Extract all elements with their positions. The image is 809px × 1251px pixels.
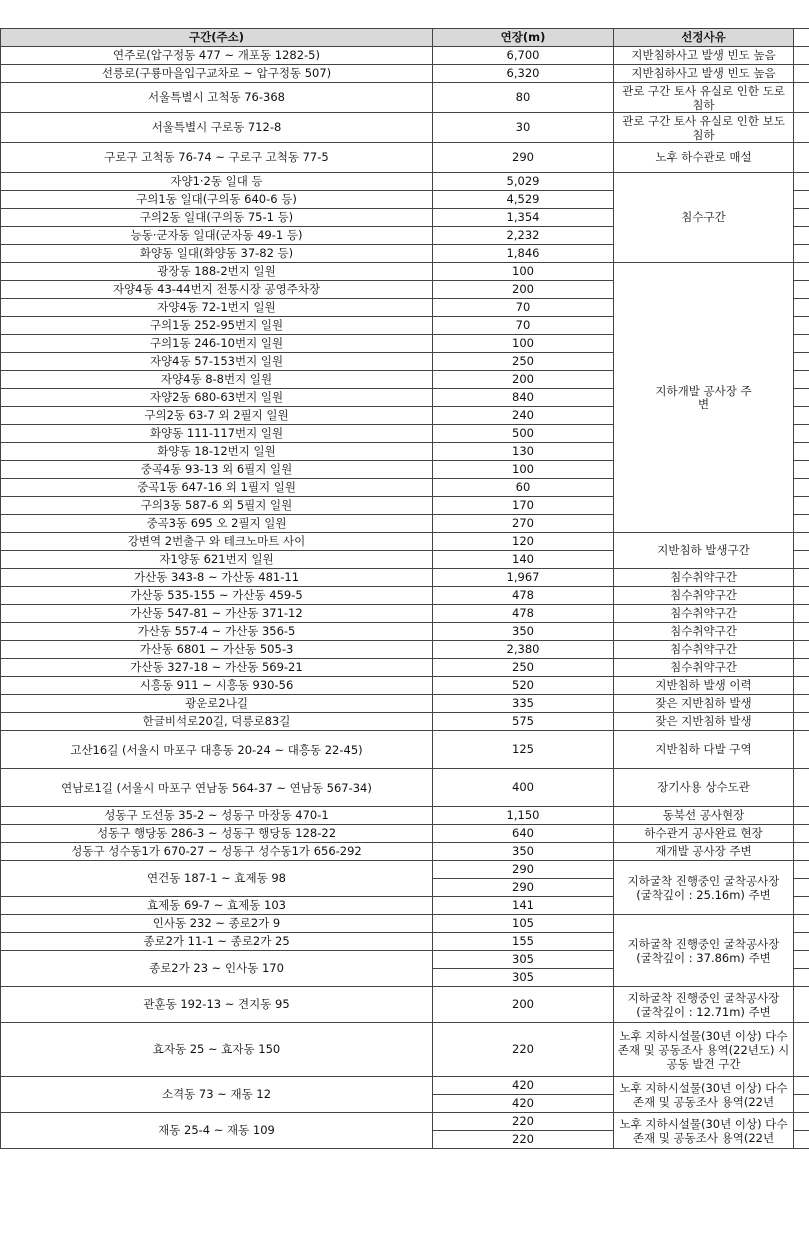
edge-cell [794,47,809,65]
table-row [1,143,809,173]
section-cell: 가산동 327-18 ~ 가산동 569-21 [1,659,433,677]
edge-cell [794,551,809,569]
section-cell: 구의2동 일대(구의동 75-1 등) [1,209,433,227]
edge-cell [794,695,809,713]
length-cell: 420 [433,1095,614,1113]
length-cell: 350 [433,843,614,861]
section-cell: 서울특별시 고척동 76-368 [1,83,433,113]
section-cell: 재동 25-4 ~ 재동 109 [1,1113,433,1149]
edge-cell [794,143,809,173]
length-cell: 6,700 [433,47,614,65]
edge-cell [794,807,809,825]
edge-cell [794,83,809,113]
table-row [1,695,809,713]
edge-cell [794,897,809,915]
edge-cell [794,915,809,933]
length-cell: 130 [433,443,614,461]
length-cell: 4,529 [433,191,614,209]
reason-cell: 침수구간 [614,173,794,263]
section-cell: 한글비석로20길, 덕릉로83길 [1,713,433,731]
reason-cell: 침수취약구간 [614,623,794,641]
length-cell: 5,029 [433,173,614,191]
edge-cell [794,1023,809,1077]
table-row [1,1077,809,1095]
section-cell: 자양4동 43-44번지 전통시장 공영주차장 [1,281,433,299]
reason-cell: 지하굴착 진행중인 굴착공사장 (굴착깊이 : 12.71m) 주변 [614,987,794,1023]
edge-cell [794,731,809,769]
reason-cell: 재개발 공사장 주변 [614,843,794,861]
section-cell: 가산동 557-4 ~ 가산동 356-5 [1,623,433,641]
edge-cell [794,317,809,335]
edge-cell [794,713,809,731]
edge-cell [794,1077,809,1095]
section-cell: 선릉로(구룡마을입구교차로 ~ 압구정동 507) [1,65,433,83]
length-cell: 220 [433,1113,614,1131]
reason-cell: 관로 구간 토사 유실로 인한 도로 침하 [614,83,794,113]
reason-cell: 노후 지하시설물(30년 이상) 다수 존재 및 공동조사 용역(22년 [614,1077,794,1113]
section-cell: 서울특별시 구로동 712-8 [1,113,433,143]
length-cell: 141 [433,897,614,915]
header-length: 연장(m) [433,29,614,47]
edge-cell [794,969,809,987]
table-row [1,677,809,695]
section-cell: 중곡3동 695 오 2필지 일원 [1,515,433,533]
edge-cell [794,461,809,479]
table-row [1,587,809,605]
table-row [1,915,809,933]
table-row [1,843,809,861]
length-cell: 80 [433,83,614,113]
length-cell: 220 [433,1023,614,1077]
length-cell: 100 [433,461,614,479]
length-cell: 240 [433,407,614,425]
edge-cell [794,843,809,861]
section-cell: 구로구 고척동 76-74 ~ 구로구 고척동 77-5 [1,143,433,173]
reason-cell: 지반침하사고 발생 빈도 높음 [614,65,794,83]
table-row [1,569,809,587]
length-cell: 125 [433,731,614,769]
section-cell: 소격동 73 ~ 재동 12 [1,1077,433,1113]
reason-cell: 지하개발 공사장 주변 [614,263,794,533]
length-cell: 840 [433,389,614,407]
table-row [1,825,809,843]
section-cell: 연건동 187-1 ~ 효제동 98 [1,861,433,897]
length-cell: 200 [433,987,614,1023]
edge-cell [794,407,809,425]
section-cell: 성동구 성수동1가 670-27 ~ 성동구 성수동1가 656-292 [1,843,433,861]
edge-cell [794,933,809,951]
section-cell: 구의2동 63-7 외 2필지 일원 [1,407,433,425]
length-cell: 290 [433,861,614,879]
reason-cell: 노후 지하시설물(30년 이상) 다수 존재 및 공동조사 용역(22년도) 시 공동 발견 구간 [614,1023,794,1077]
edge-cell [794,425,809,443]
table-row [1,83,809,113]
length-cell: 305 [433,951,614,969]
section-cell: 효자동 25 ~ 효자동 150 [1,1023,433,1077]
length-cell: 120 [433,533,614,551]
reason-cell: 동북선 공사현장 [614,807,794,825]
edge-cell [794,605,809,623]
edge-cell [794,65,809,83]
section-cell: 연주로(압구정동 477 ~ 개포동 1282-5) [1,47,433,65]
length-cell: 200 [433,371,614,389]
length-cell: 500 [433,425,614,443]
section-cell: 종로2가 11-1 ~ 종로2가 25 [1,933,433,951]
table-row [1,659,809,677]
edge-cell [794,659,809,677]
edge-cell [794,587,809,605]
table-row [1,65,809,83]
length-cell: 250 [433,659,614,677]
edge-cell [794,173,809,191]
length-cell: 200 [433,281,614,299]
section-cell: 구의1동 246-10번지 일원 [1,335,433,353]
length-cell: 70 [433,317,614,335]
reason-cell: 침수취약구간 [614,569,794,587]
length-cell: 140 [433,551,614,569]
section-cell: 성동구 도선동 35-2 ~ 성동구 마장동 470-1 [1,807,433,825]
section-cell: 구의1동 일대(구의동 640-6 등) [1,191,433,209]
length-cell: 155 [433,933,614,951]
section-cell: 자양4동 57-153번지 일원 [1,353,433,371]
section-cell: 강변역 2번출구 와 테크노마트 사이 [1,533,433,551]
length-cell: 30 [433,113,614,143]
section-cell: 구의1동 252-95번지 일원 [1,317,433,335]
header-reason: 선정사유 [614,29,794,47]
length-cell: 100 [433,263,614,281]
section-cell: 연남로1길 (서울시 마포구 연남동 564-37 ~ 연남동 567-34) [1,769,433,807]
length-cell: 1,150 [433,807,614,825]
reason-cell: 지반침하사고 발생 빈도 높음 [614,47,794,65]
edge-cell [794,861,809,879]
section-cell: 효제동 69-7 ~ 효제동 103 [1,897,433,915]
table-row [1,769,809,807]
header-row [1,29,809,47]
edge-cell [794,113,809,143]
table-row [1,113,809,143]
edge-cell [794,497,809,515]
length-cell: 350 [433,623,614,641]
table-row [1,47,809,65]
edge-cell [794,533,809,551]
reason-cell: 노후 하수관로 매설 [614,143,794,173]
section-cell: 종로2가 23 ~ 인사동 170 [1,951,433,987]
edge-cell [794,1113,809,1131]
table-row [1,173,809,191]
section-cell: 가산동 6801 ~ 가산동 505-3 [1,641,433,659]
section-cell: 성동구 행당동 286-3 ~ 성동구 행당동 128-22 [1,825,433,843]
length-cell: 335 [433,695,614,713]
table-row [1,263,809,281]
road-section-table [0,28,809,1149]
length-cell: 170 [433,497,614,515]
edge-cell [794,879,809,897]
length-cell: 575 [433,713,614,731]
length-cell: 60 [433,479,614,497]
section-cell: 화양동 18-12번지 일원 [1,443,433,461]
reason-cell: 지반침하 발생구간 [614,533,794,569]
length-cell: 100 [433,335,614,353]
table-row [1,713,809,731]
section-cell: 자1양동 621번지 일원 [1,551,433,569]
section-cell: 구의3동 587-6 외 5필지 일원 [1,497,433,515]
reason-cell: 지반침하 발생 이력 [614,677,794,695]
length-cell: 290 [433,879,614,897]
section-cell: 자양4동 72-1번지 일원 [1,299,433,317]
length-cell: 70 [433,299,614,317]
edge-cell [794,623,809,641]
edge-cell [794,209,809,227]
length-cell: 6,320 [433,65,614,83]
section-cell: 시흥동 911 ~ 시흥동 930-56 [1,677,433,695]
table-row [1,987,809,1023]
edge-cell [794,389,809,407]
length-cell: 1,354 [433,209,614,227]
edge-cell [794,987,809,1023]
reason-cell: 침수취약구간 [614,605,794,623]
section-cell: 중곡4동 93-13 외 6필지 일원 [1,461,433,479]
edge-cell [794,443,809,461]
section-cell: 관훈동 192-13 ~ 견지동 95 [1,987,433,1023]
edge-cell [794,677,809,695]
length-cell: 478 [433,587,614,605]
table-row [1,623,809,641]
edge-cell [794,569,809,587]
length-cell: 400 [433,769,614,807]
edge-cell [794,29,809,47]
reason-cell: 노후 지하시설물(30년 이상) 다수 존재 및 공동조사 용역(22년 [614,1113,794,1149]
edge-cell [794,769,809,807]
reason-cell: 침수취약구간 [614,587,794,605]
reason-cell: 지하굴착 진행중인 굴착공사장 (굴착깊이 : 25.16m) 주변 [614,861,794,915]
edge-cell [794,825,809,843]
section-cell: 화양동 111-117번지 일원 [1,425,433,443]
length-cell: 2,232 [433,227,614,245]
table-row [1,533,809,551]
edge-cell [794,371,809,389]
length-cell: 105 [433,915,614,933]
reason-cell: 지하굴착 진행중인 굴착공사장 (굴착깊이 : 37.86m) 주변 [614,915,794,987]
section-cell: 인사동 232 ~ 종로2가 9 [1,915,433,933]
length-cell: 220 [433,1131,614,1149]
section-cell: 고산16길 (서울시 마포구 대흥동 20-24 ~ 대흥동 22-45) [1,731,433,769]
length-cell: 305 [433,969,614,987]
edge-cell [794,479,809,497]
header-section: 구간(주소) [1,29,433,47]
edge-cell [794,641,809,659]
edge-cell [794,227,809,245]
length-cell: 640 [433,825,614,843]
table-row [1,1113,809,1131]
reason-cell: 잦은 지반침하 발생 [614,713,794,731]
section-cell: 능동·군자동 일대(군자동 49-1 등) [1,227,433,245]
reason-cell: 하수관거 공사완료 현장 [614,825,794,843]
length-cell: 290 [433,143,614,173]
section-cell: 자양2동 680-63번지 일원 [1,389,433,407]
length-cell: 420 [433,1077,614,1095]
edge-cell [794,245,809,263]
reason-cell: 침수취약구간 [614,641,794,659]
section-cell: 광장동 188-2번지 일원 [1,263,433,281]
reason-cell: 관로 구간 토사 유실로 인한 보도 침하 [614,113,794,143]
section-cell: 광운로2나길 [1,695,433,713]
section-cell: 자양1·2동 일대 등 [1,173,433,191]
length-cell: 270 [433,515,614,533]
edge-cell [794,515,809,533]
edge-cell [794,191,809,209]
length-cell: 250 [433,353,614,371]
length-cell: 520 [433,677,614,695]
length-cell: 2,380 [433,641,614,659]
table-row [1,807,809,825]
edge-cell [794,353,809,371]
table-row [1,731,809,769]
edge-cell [794,299,809,317]
edge-cell [794,951,809,969]
table-row [1,641,809,659]
section-cell: 가산동 535-155 ~ 가산동 459-5 [1,587,433,605]
edge-cell [794,335,809,353]
section-cell: 가산동 547-81 ~ 가산동 371-12 [1,605,433,623]
reason-cell: 지반침하 다발 구역 [614,731,794,769]
spreadsheet [0,28,809,1149]
edge-cell [794,1131,809,1149]
table-row [1,861,809,879]
section-cell: 중곡1동 647-16 외 1필지 일원 [1,479,433,497]
section-cell: 자양4동 8-8번지 일원 [1,371,433,389]
edge-cell [794,263,809,281]
section-cell: 화양동 일대(화양동 37-82 등) [1,245,433,263]
length-cell: 1,846 [433,245,614,263]
length-cell: 478 [433,605,614,623]
reason-cell: 장기사용 상수도관 [614,769,794,807]
reason-cell: 침수취약구간 [614,659,794,677]
section-cell: 가산동 343-8 ~ 가산동 481-11 [1,569,433,587]
edge-cell [794,1095,809,1113]
edge-cell [794,281,809,299]
reason-cell: 잦은 지반침하 발생 [614,695,794,713]
table-row [1,1023,809,1077]
length-cell: 1,967 [433,569,614,587]
table-row [1,605,809,623]
